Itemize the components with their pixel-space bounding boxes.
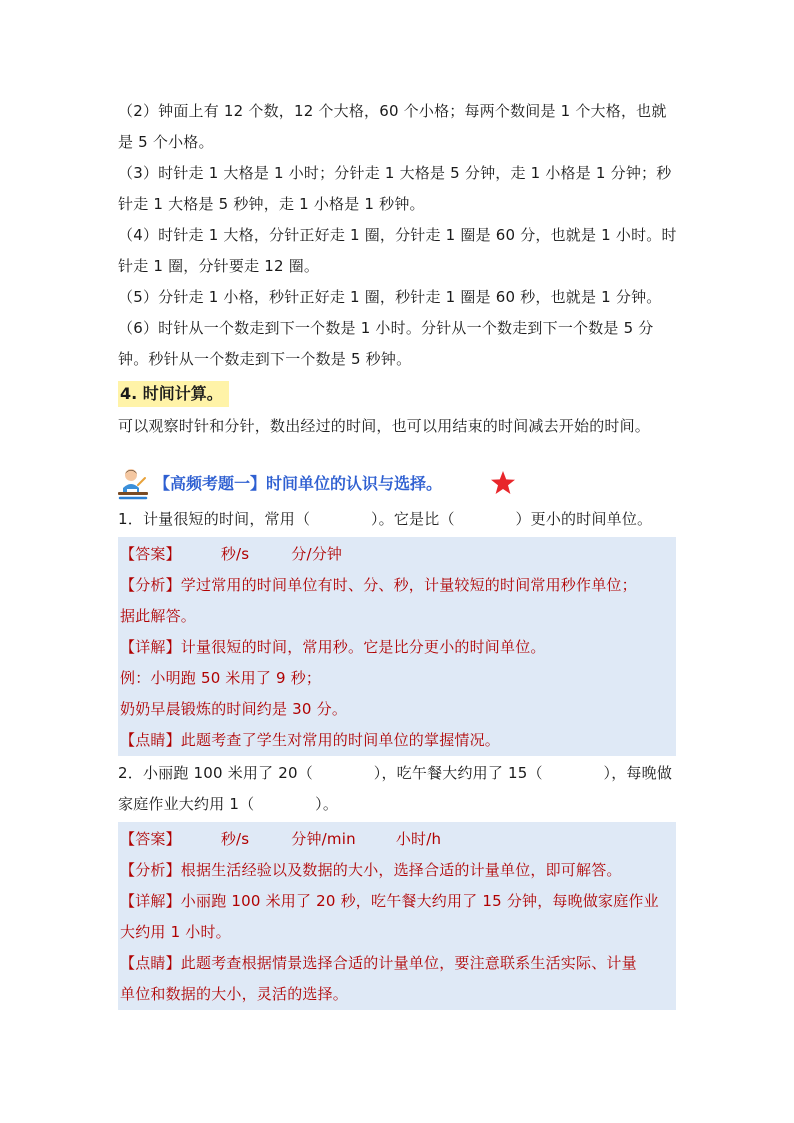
comment-line: 【点睛】此题考查根据情景选择合适的计量单位，要注意联系生活实际、计量 [120,954,637,972]
question-1: 1．计量很短的时间，常用（ ）。它是比（ ）更小的时间单位。 [118,510,653,528]
red-star-icon [490,470,516,496]
answer-value: 秒/s [220,830,250,848]
question-2: 家庭作业大约用 1（ ）。 [118,795,339,813]
section-heading: 4. 时间计算。 [118,381,229,407]
analysis-line: 【分析】学过常用的时间单位有时、分、秒，计量较短的时间常用秒作单位； [120,576,637,594]
detail-line: 奶奶早晨锻炼的时间约是 30 分。 [120,700,348,718]
fact-line: （5）分针走 1 小格，秒针正好走 1 圈，秒针走 1 圈是 60 秒，也就是 1 分钟。 [118,288,662,306]
answer-box-1 [118,537,676,756]
student-writing-icon [118,466,150,502]
answer-value: 秒/s [220,545,250,563]
fact-line: （6）时针从一个数走到下一个数是 1 小时。分针从一个数走到下一个数是 5 分 [118,319,654,337]
answer-tag: 【答案】 [120,545,181,563]
answer-line [120,824,676,855]
fact-line: 钟。秒针从一个数走到下一个数是 5 秒钟。 [118,350,412,368]
topic-title [118,464,676,504]
fact-line: 是 5 个小格。 [118,133,214,151]
fact-line: （2）钟面上有 12 个数，12 个大格，60 个小格；每两个数间是 1 个大格，也就 [118,102,667,120]
topic-title-text: 【高频考题一】时间单位的认识与选择。 [154,474,443,493]
section-text: 可以观察时针和分针，数出经过的时间，也可以用结束的时间减去开始的时间。 [118,417,651,435]
clock-facts [118,96,676,375]
fact-line: 针走 1 圈，分针要走 12 圈。 [118,257,320,275]
fact-line: 针走 1 大格是 5 秒钟，走 1 小格是 1 秒钟。 [118,195,425,213]
analysis-line: 据此解答。 [120,607,197,625]
answer-tag: 【答案】 [120,830,181,848]
analysis-line: 【分析】根据生活经验以及数据的大小，选择合适的计量单位，即可解答。 [120,861,622,879]
detail-line: 大约用 1 小时。 [120,923,231,941]
detail-line: 【详解】小丽跑 100 米用了 20 秒，吃午餐大约用了 15 分钟，每晚做家庭作业 [120,892,659,910]
comment-line: 单位和数据的大小，灵活的选择。 [120,985,349,1003]
answer-value: 小时/h [395,830,442,848]
content-column [118,96,676,1012]
detail-line: 例：小明跑 50 米用了 9 秒； [120,669,322,687]
answer-line [120,539,676,570]
comment-line: 【点睛】此题考查了学生对常用的时间单位的掌握情况。 [120,731,501,749]
answer-value: 分钟/min [291,830,356,848]
answer-box-2 [118,822,676,1010]
fact-line: （3）时针走 1 大格是 1 小时；分针走 1 大格是 5 分钟，走 1 小格是 1 分钟；秒 [118,164,672,182]
question-2: 2．小丽跑 100 米用了 20（ ），吃午餐大约用了 15（ ），每晚做 [118,764,673,782]
fact-line: （4）时针走 1 大格，分针正好走 1 圈，分针走 1 圈是 60 分，也就是 1 小时。时 [118,226,677,244]
detail-line: 【详解】计量很短的时间，常用秒。它是比分更小的时间单位。 [120,638,546,656]
answer-value: 分/分钟 [291,545,343,563]
